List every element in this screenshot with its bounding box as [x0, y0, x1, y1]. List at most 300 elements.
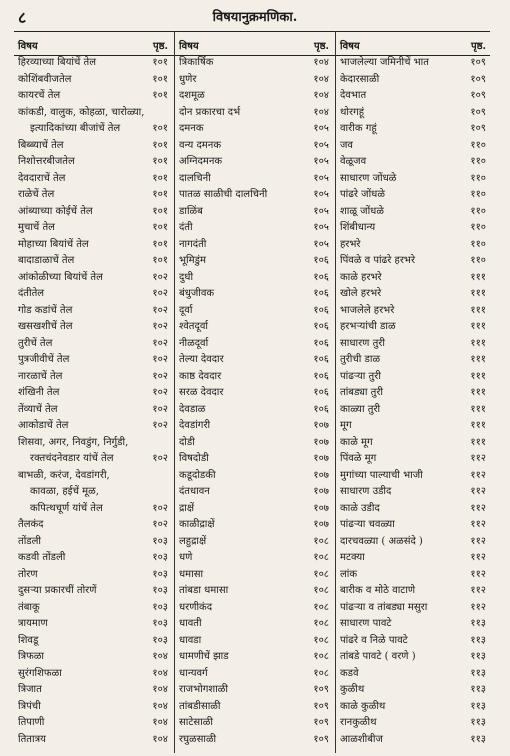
index-entry [340, 550, 490, 567]
header-page: पृष्ठ. [470, 41, 486, 52]
entry-page: १०१ [152, 139, 168, 151]
index-entry [179, 237, 333, 254]
entry-subject: कडूदोडकी [179, 469, 216, 481]
entry-page: १०१ [152, 172, 168, 184]
entry-subject: काळे मूग [340, 436, 373, 448]
page-number: ८ [18, 8, 27, 27]
index-entry [179, 385, 333, 402]
index-entry [18, 336, 172, 353]
index-entry [18, 105, 172, 122]
entry-page: १०५ [313, 205, 329, 217]
entry-page: ११२ [470, 601, 486, 613]
entry-subject: दंतधावन [179, 486, 210, 497]
entry-subject: धामणीचें झाड [179, 651, 229, 662]
entry-page: १०४ [313, 73, 329, 85]
entry-subject: मूग [340, 420, 352, 431]
entry-subject: रघुळसाळी [179, 733, 217, 745]
entry-page: १०८ [313, 634, 329, 646]
entry-page: ११० [470, 222, 486, 233]
entry-subject: साधारण पावटे [340, 618, 392, 629]
entry-page: १०२ [152, 387, 168, 398]
index-entry [18, 501, 172, 518]
entry-subject: पातळ साळीची दालचिनी [179, 189, 268, 200]
entry-subject: कावळा, हईचें मूळ, [30, 486, 99, 497]
index-entry [340, 138, 490, 155]
entry-subject: पांढऱ्या तुरी [340, 370, 381, 382]
entry-subject: दंतीतेल [18, 288, 45, 299]
index-entry [340, 583, 490, 600]
index-column-2 [179, 55, 333, 748]
entry-subject: पुत्रजीवीचें तेल [18, 354, 70, 365]
entry-page: ११२ [470, 535, 486, 547]
entry-page: १०८ [313, 585, 329, 596]
entry-page: १११ [470, 288, 486, 299]
entry-subject: काळे हरभरे [340, 271, 382, 283]
index-entry [18, 72, 172, 89]
column-divider [335, 31, 336, 753]
index-entry [179, 435, 333, 452]
entry-subject: भाजलेल्या जमिनीचें भात [340, 57, 429, 68]
index-entry [18, 600, 172, 617]
entry-subject: त्रिफळा [18, 651, 45, 662]
index-entry [340, 171, 490, 188]
entry-subject: तुरीचें तेल [18, 337, 53, 349]
index-entry [340, 385, 490, 402]
entry-page: १०७ [313, 486, 329, 497]
entry-page: १०६ [313, 370, 329, 382]
entry-page: १०६ [313, 288, 329, 299]
index-entry [340, 88, 490, 105]
entry-page: ११२ [470, 552, 486, 563]
index-entry [179, 138, 333, 155]
index-entry [18, 187, 172, 204]
index-entry [340, 55, 490, 72]
entry-page: १०९ [313, 684, 329, 695]
entry-subject: कायरचें तेल [18, 90, 61, 101]
entry-page: १०१ [152, 189, 168, 200]
entry-page: १०५ [313, 238, 329, 250]
entry-subject: देवडाळ [179, 403, 206, 415]
column-header [340, 36, 490, 54]
entry-page: १०२ [152, 420, 168, 431]
entry-subject: थोरगहूं [340, 106, 365, 118]
index-entry [179, 220, 333, 237]
index-entry [18, 253, 172, 270]
index-entry [179, 402, 333, 419]
entry-page: १०३ [152, 585, 168, 596]
index-entry [18, 534, 172, 551]
index-column-1 [18, 55, 172, 748]
entry-subject: दुसऱ्या प्रकारचीं तोरणें [18, 585, 97, 596]
index-entry [340, 666, 490, 683]
index-entry [340, 72, 490, 89]
header-subject: विषय [179, 41, 199, 52]
index-entry [179, 55, 333, 72]
entry-page: ११२ [470, 519, 486, 530]
header-subject: विषय [340, 41, 360, 52]
entry-page: १०८ [313, 601, 329, 613]
index-entry [18, 468, 172, 485]
index-entry [18, 484, 172, 501]
index-entry [179, 286, 333, 303]
entry-page: १०८ [313, 667, 329, 679]
index-entry [340, 303, 490, 320]
index-entry [18, 715, 172, 732]
index-entry [179, 88, 333, 105]
index-entry [18, 567, 172, 584]
index-entry [18, 633, 172, 650]
entry-subject: देवभात [340, 90, 367, 101]
index-entry [340, 204, 490, 221]
entry-page: १०१ [152, 123, 168, 134]
entry-subject: तुरीची डाळ [340, 354, 381, 365]
entry-subject: कपित्थचूर्ण यांचें तेल [30, 502, 103, 514]
entry-subject: भूमिडुंम [179, 255, 206, 266]
entry-page: ११३ [470, 667, 486, 679]
index-entry [179, 171, 333, 188]
entry-page: १०१ [152, 255, 168, 266]
index-entry [179, 715, 333, 732]
index-entry [340, 369, 490, 386]
entry-page: १०४ [152, 684, 168, 695]
entry-subject: इत्यादिकांच्या बीजांचें तेल [30, 123, 121, 134]
index-entry [18, 435, 172, 452]
entry-page: १०४ [313, 57, 329, 68]
entry-page: १०७ [313, 469, 329, 481]
entry-subject: मोहाच्या बियांचें तेल [18, 238, 89, 250]
entry-subject: रक्तचंदनेवडार यांचें तेल [30, 453, 114, 464]
entry-page: ११० [470, 139, 486, 151]
header-page: पृष्ठ. [313, 41, 329, 52]
entry-page: १०७ [313, 420, 329, 431]
entry-page: १०७ [313, 502, 329, 514]
entry-page: १०८ [313, 535, 329, 547]
top-rule [14, 31, 490, 32]
entry-page: ११० [470, 172, 486, 184]
entry-subject: दोडी [179, 436, 195, 448]
entry-subject: तोरण [18, 568, 38, 580]
entry-page: १०४ [152, 717, 168, 728]
column-header [179, 36, 333, 54]
index-entry [179, 336, 333, 353]
index-entry [340, 105, 490, 122]
entry-subject: पांढरे व निळे पावटे [340, 634, 408, 646]
entry-subject: त्रिपंची [18, 700, 41, 712]
index-entry [18, 583, 172, 600]
entry-subject: तांबडे पावटे ( वरणे ) [340, 651, 416, 662]
entry-page: १०२ [152, 403, 168, 415]
index-entry [179, 204, 333, 221]
entry-page: १०९ [470, 106, 486, 118]
entry-subject: नीळदूर्वा [179, 337, 209, 349]
entry-page: १०७ [313, 436, 329, 448]
entry-subject: धमासा [179, 568, 204, 580]
index-entry [340, 484, 490, 501]
index-entry [179, 253, 333, 270]
entry-subject: केदारसाळी [340, 73, 380, 85]
entry-page: १११ [470, 337, 486, 349]
entry-subject: बंधुजीवक [179, 288, 215, 299]
entry-subject: दशमूळ [179, 90, 205, 101]
entry-subject: कडवे [340, 667, 359, 679]
entry-page: १०५ [313, 139, 329, 151]
entry-subject: पांढऱ्या व तांबड्या मसुरा [340, 601, 428, 613]
index-entry [340, 220, 490, 237]
index-entry [18, 220, 172, 237]
entry-subject: तेल्या देवदार [179, 354, 224, 365]
header-subject: विषय [18, 41, 38, 52]
index-entry [340, 732, 490, 749]
index-entry [18, 286, 172, 303]
entry-page: १०९ [470, 73, 486, 85]
index-entry [340, 352, 490, 369]
index-entry [340, 534, 490, 551]
entry-page: १०४ [313, 106, 329, 118]
index-entry [340, 286, 490, 303]
entry-subject: तांबडा धमासा [179, 585, 229, 596]
entry-page [168, 484, 172, 501]
index-entry [18, 732, 172, 749]
entry-page: १०२ [152, 321, 168, 332]
entry-subject: वन्य दमनक [179, 139, 222, 151]
index-entry [179, 451, 333, 468]
entry-page: १०६ [313, 255, 329, 266]
entry-page: १०९ [313, 717, 329, 728]
entry-page: १०१ [152, 57, 168, 68]
index-entry [179, 72, 333, 89]
entry-page: १०७ [313, 453, 329, 464]
index-entry [18, 204, 172, 221]
index-entry [18, 517, 172, 534]
entry-page: १०२ [152, 304, 168, 316]
entry-subject: आकोडाचें तेल [18, 420, 69, 431]
entry-page: १०६ [313, 271, 329, 283]
entry-subject: तेंव्याचें तेल [18, 403, 58, 415]
entry-subject: लांक [340, 568, 358, 580]
index-entry [179, 649, 333, 666]
index-entry [179, 501, 333, 518]
index-entry [340, 633, 490, 650]
index-entry [179, 699, 333, 716]
entry-page: १०३ [152, 568, 168, 580]
index-entry [179, 468, 333, 485]
entry-subject: बादाडाळाचें तेल [18, 255, 75, 266]
index-entry [179, 550, 333, 567]
entry-page: १०३ [152, 552, 168, 563]
entry-subject: पिंवळे व पांढरे हरभरे [340, 255, 416, 266]
entry-page: ११३ [470, 618, 486, 629]
entry-subject: आंब्याच्या कोईचें तेल [18, 205, 93, 217]
entry-subject: त्रिकार्षिक [179, 57, 214, 68]
index-entry [179, 600, 333, 617]
entry-subject: शंखिनी तेल [18, 387, 60, 398]
entry-page: १०२ [152, 502, 168, 514]
index-entry [340, 699, 490, 716]
entry-page: १०१ [152, 73, 168, 85]
entry-subject: दोन प्रकारचा दर्भ [179, 106, 241, 118]
entry-subject: धरणीकंद [179, 601, 213, 613]
entry-page: १०३ [152, 601, 168, 613]
entry-subject: साधारण उडीद [340, 486, 392, 497]
entry-page: १११ [470, 304, 486, 316]
entry-subject: दारचवळ्या ( अळसंदे ) [340, 535, 423, 547]
index-entry [340, 435, 490, 452]
entry-subject: राळेचें तेल [18, 189, 55, 200]
entry-subject: मुगांच्या पाल्याची भाजी [340, 469, 423, 481]
entry-subject: काळे कुळीथ [340, 700, 386, 712]
entry-subject: हिरव्याच्या बियांचें तेल [18, 57, 97, 68]
index-entry [18, 303, 172, 320]
entry-subject: धावती [179, 618, 202, 629]
entry-page: १०३ [152, 618, 168, 629]
index-entry [340, 600, 490, 617]
entry-subject: दूर्वा [179, 304, 193, 316]
entry-page: १०४ [152, 667, 168, 679]
index-entry [179, 270, 333, 287]
entry-page: १०२ [152, 519, 168, 530]
entry-page [168, 105, 172, 122]
entry-page: ११३ [470, 717, 486, 728]
entry-subject: श्वेतदूर्वा [179, 321, 208, 332]
entry-subject: विषदोडी [179, 453, 209, 464]
entry-page: १०८ [313, 651, 329, 662]
index-entry [18, 352, 172, 369]
index-entry [179, 682, 333, 699]
entry-page: १०३ [152, 535, 168, 547]
index-column-3 [340, 55, 490, 748]
entry-subject: धावडा [179, 634, 202, 646]
entry-page: ११३ [470, 634, 486, 646]
entry-subject: तितात्रय [18, 733, 46, 745]
entry-subject: दमनक [179, 123, 204, 134]
index-entry [18, 616, 172, 633]
index-entry [340, 715, 490, 732]
entry-subject: बाभळी, करंज, देवडांगरी, [18, 469, 110, 481]
entry-page: १०५ [313, 189, 329, 200]
entry-page: १११ [470, 321, 486, 332]
column-header [18, 36, 172, 54]
entry-subject: सुरंगशिफळा [18, 667, 62, 679]
index-entry [340, 567, 490, 584]
entry-subject: देवडांगरी [179, 420, 211, 431]
entry-page: १०४ [152, 700, 168, 712]
index-entry [340, 616, 490, 633]
entry-page: ११० [470, 189, 486, 200]
entry-page: १०२ [152, 453, 168, 464]
index-entry [340, 517, 490, 534]
column-divider [174, 31, 175, 753]
entry-subject: शाळू जोंधळे [340, 205, 384, 217]
index-entry [179, 121, 333, 138]
entry-page: १०९ [470, 57, 486, 68]
index-entry [179, 484, 333, 501]
index-entry [340, 154, 490, 171]
index-entry [179, 517, 333, 534]
entry-page: १०४ [313, 90, 329, 101]
entry-page: १०४ [152, 651, 168, 662]
entry-page: १०६ [313, 403, 329, 415]
entry-page: १०४ [152, 733, 168, 745]
entry-subject: काळे उडीद [340, 502, 380, 514]
index-entry [18, 121, 172, 138]
entry-subject: सरळ देवदार [179, 387, 224, 398]
entry-page: ११२ [470, 453, 486, 464]
entry-subject: कुळीथ [340, 684, 365, 695]
entry-subject: शिसवा, अगर, निवडुंग, निर्गुडी, [18, 436, 129, 448]
index-entry [340, 121, 490, 138]
entry-page: १११ [470, 387, 486, 398]
entry-page: १११ [470, 403, 486, 415]
entry-page: ११३ [470, 700, 486, 712]
entry-page: ११३ [470, 684, 486, 695]
entry-page: १०२ [152, 354, 168, 365]
entry-subject: काळीद्राक्षें [179, 519, 215, 530]
index-entry [18, 550, 172, 567]
index-entry [179, 633, 333, 650]
entry-page: १०१ [152, 205, 168, 217]
entry-subject: हरभऱ्यांची डाळ [340, 321, 396, 332]
entry-page: १०९ [470, 123, 486, 134]
index-entry [340, 336, 490, 353]
entry-subject: साधारण तुरी [340, 337, 385, 349]
index-entry [179, 583, 333, 600]
entry-subject: शिंबीधान्य [340, 222, 376, 233]
entry-page: ११० [470, 156, 486, 167]
entry-page: १११ [470, 436, 486, 448]
entry-subject: तांबड्या तुरी [340, 387, 384, 398]
entry-page: ११२ [470, 469, 486, 481]
entry-subject: आंकोळीच्या बियांचें तेल [18, 271, 103, 283]
entry-subject: हरभरे [340, 238, 361, 250]
index-entry [179, 534, 333, 551]
index-entry [18, 270, 172, 287]
entry-page: ११२ [470, 568, 486, 580]
entry-subject: वारीक गहूं [340, 123, 377, 134]
index-entry [179, 154, 333, 171]
entry-page: ११३ [470, 733, 486, 745]
index-entry [340, 649, 490, 666]
index-entry [340, 418, 490, 435]
index-entry [18, 402, 172, 419]
entry-page: १०२ [152, 271, 168, 283]
index-entry [18, 649, 172, 666]
entry-page: १०६ [313, 337, 329, 349]
entry-page: १०५ [313, 123, 329, 134]
entry-page: १०५ [313, 222, 329, 233]
entry-page [168, 435, 172, 452]
index-entry [18, 154, 172, 171]
index-entry [179, 352, 333, 369]
entry-page: १०५ [313, 156, 329, 167]
entry-subject: पांढऱ्या चवळ्या [340, 519, 395, 530]
entry-subject: नागदंती [179, 238, 207, 250]
index-entry [18, 666, 172, 683]
index-entry [179, 732, 333, 749]
entry-page: ११२ [470, 502, 486, 514]
entry-page: १०६ [313, 387, 329, 398]
entry-page: ११२ [470, 585, 486, 596]
index-entry [340, 270, 490, 287]
entry-subject: द्राक्षें [179, 502, 195, 514]
header-page: पृष्ठ. [152, 41, 168, 52]
entry-subject: भाजलेले हरभरे [340, 304, 395, 316]
index-entry [179, 319, 333, 336]
entry-page: १०२ [152, 288, 168, 299]
entry-page: १०२ [152, 337, 168, 349]
entry-page: १०८ [313, 618, 329, 629]
entry-subject: पिंवळे मूग [340, 453, 377, 464]
entry-subject: साटेसाळी [179, 717, 213, 728]
